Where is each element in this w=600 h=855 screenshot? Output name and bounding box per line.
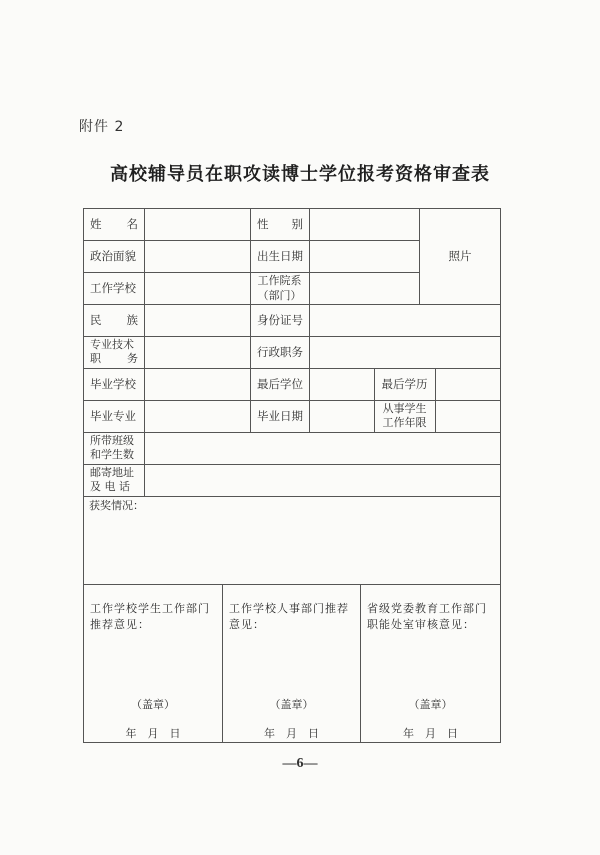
label-admin-post: 行政职务 <box>257 344 303 359</box>
label-political-status: 政治面貌 <box>90 248 136 263</box>
work-school-field[interactable] <box>145 273 250 304</box>
graduation-school-field[interactable] <box>145 369 250 400</box>
photo-box[interactable]: 照片 <box>448 248 472 263</box>
date-label: 年 月 日 <box>264 727 319 740</box>
opinion-title: 省级党委教育工作部门职能处室审核意见： <box>367 602 487 631</box>
label-major: 毕业专业 <box>90 408 136 423</box>
label-awards: 获奖情况： <box>89 498 144 512</box>
technical-title-field[interactable] <box>145 337 250 368</box>
birthdate-field[interactable] <box>310 241 419 272</box>
date-label: 年 月 日 <box>403 727 458 740</box>
label-technical-title: 专业技术 职 务 <box>90 338 138 365</box>
label-graduation-school: 毕业学校 <box>90 376 136 391</box>
opinion-personnel[interactable] <box>223 585 360 742</box>
date-label: 年 月 日 <box>125 727 181 740</box>
divider <box>250 208 251 432</box>
attachment-label: 附件 2 <box>79 119 125 135</box>
major-field[interactable] <box>145 401 250 432</box>
address-phone-field[interactable] <box>145 465 500 496</box>
seal-label: （盖章） <box>408 698 453 711</box>
name-field[interactable] <box>145 209 250 240</box>
classes-students-field[interactable] <box>145 433 500 464</box>
label-last-education: 最后学历 <box>381 376 428 391</box>
label-gender: 性 别 <box>257 216 303 231</box>
admin-post-field[interactable] <box>310 337 500 368</box>
label-classes-students: 所带班级 和学生数 <box>90 434 134 461</box>
ethnicity-field[interactable] <box>145 305 250 336</box>
gender-field[interactable] <box>310 209 419 240</box>
label-id-number: 身份证号 <box>257 312 303 327</box>
label-work-department: 工作院系 （部门） <box>257 274 302 302</box>
divider <box>83 496 501 497</box>
opinion-title: 工作学校学生工作部门推荐意见： <box>90 602 210 631</box>
last-degree-field[interactable] <box>310 369 374 400</box>
label-graduation-date: 毕业日期 <box>257 408 303 423</box>
label-years-in-student-work: 从事学生 工作年限 <box>382 402 427 429</box>
seal-label: （盖章） <box>131 698 175 711</box>
political-status-field[interactable] <box>145 241 250 272</box>
work-department-field[interactable] <box>310 273 419 304</box>
opinion-provincial-education[interactable] <box>361 585 500 742</box>
last-education-field[interactable] <box>436 369 500 400</box>
label-last-degree: 最后学位 <box>257 376 303 391</box>
opinion-student-affairs[interactable] <box>84 585 222 742</box>
label-work-school: 工作学校 <box>90 280 136 295</box>
label-name: 姓 名 <box>90 216 138 231</box>
label-ethnicity: 民 族 <box>90 312 138 327</box>
seal-label: （盖章） <box>269 698 314 711</box>
label-address-phone: 邮寄地址 及 电 话 <box>90 466 134 493</box>
id-number-field[interactable] <box>310 305 500 336</box>
opinion-title: 工作学校人事部门推荐意见： <box>229 602 349 631</box>
graduation-date-field[interactable] <box>310 401 374 432</box>
page-number: —6— <box>282 756 318 771</box>
awards-field[interactable] <box>84 514 500 584</box>
years-in-student-work-field[interactable] <box>436 401 500 432</box>
label-birthdate: 出生日期 <box>257 248 303 263</box>
page-title: 高校辅导员在职攻读博士学位报考资格审查表 <box>110 164 490 185</box>
